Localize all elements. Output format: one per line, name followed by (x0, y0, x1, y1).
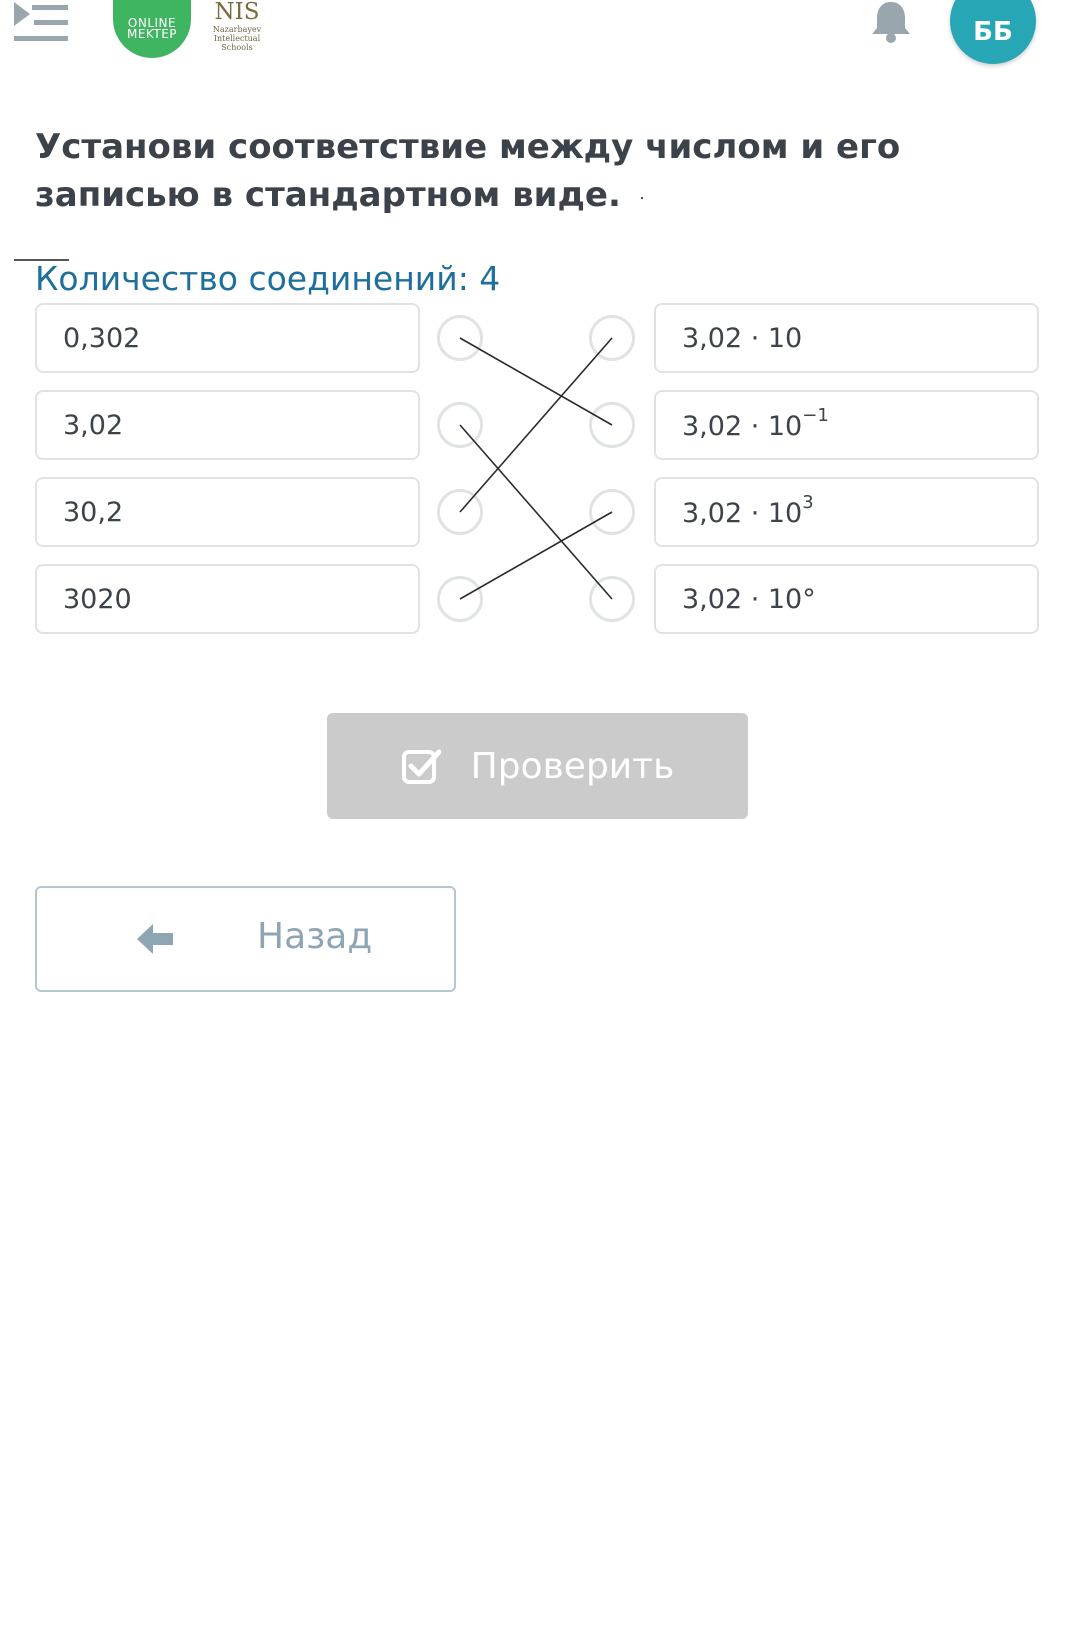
right-item-base: 3,02 · 10 (682, 410, 803, 442)
logo-text-line-1: ONLINE (127, 16, 177, 30)
right-item-label: 3,02 · 10 (682, 322, 803, 354)
checkbox-check-icon (401, 746, 441, 786)
nis-logo-big: NIS (214, 0, 260, 25)
back-button[interactable] (35, 886, 456, 992)
connection-line-3 (460, 338, 612, 512)
back-button-label: Назад (257, 916, 373, 957)
connection-line-4 (460, 512, 612, 599)
nis-logo-line-1: Nazarbayev (212, 25, 262, 34)
check-button-label: Проверить (470, 745, 675, 787)
left-item-label: 3,02 (63, 409, 124, 441)
connection-line-1 (460, 338, 612, 425)
question-title: Установи соответствие между числом и его записью в стандартном виде. (35, 127, 901, 215)
user-avatar[interactable]: ББ (950, 0, 1036, 64)
connections-count: Количество соединений: 4 (35, 259, 501, 298)
nis-logo-line-3: Schools (221, 43, 253, 52)
check-button[interactable] (327, 713, 748, 819)
logo-text-line-2: MEKTEP (126, 27, 178, 41)
connection-line-2 (460, 425, 612, 599)
right-item-base: 3,02 · 10 (682, 497, 803, 529)
arrow-left-icon (135, 922, 175, 956)
right-item-exponent: 3 (802, 491, 814, 513)
right-item-label: 3,02 · 10° (682, 583, 816, 615)
nis-logo-line-2: Intellectual (213, 34, 261, 43)
left-item-label: 0,302 (63, 322, 141, 354)
left-item-label: 3020 (63, 583, 132, 615)
left-item-label: 30,2 (63, 496, 124, 528)
right-item-exponent: −1 (802, 404, 829, 426)
